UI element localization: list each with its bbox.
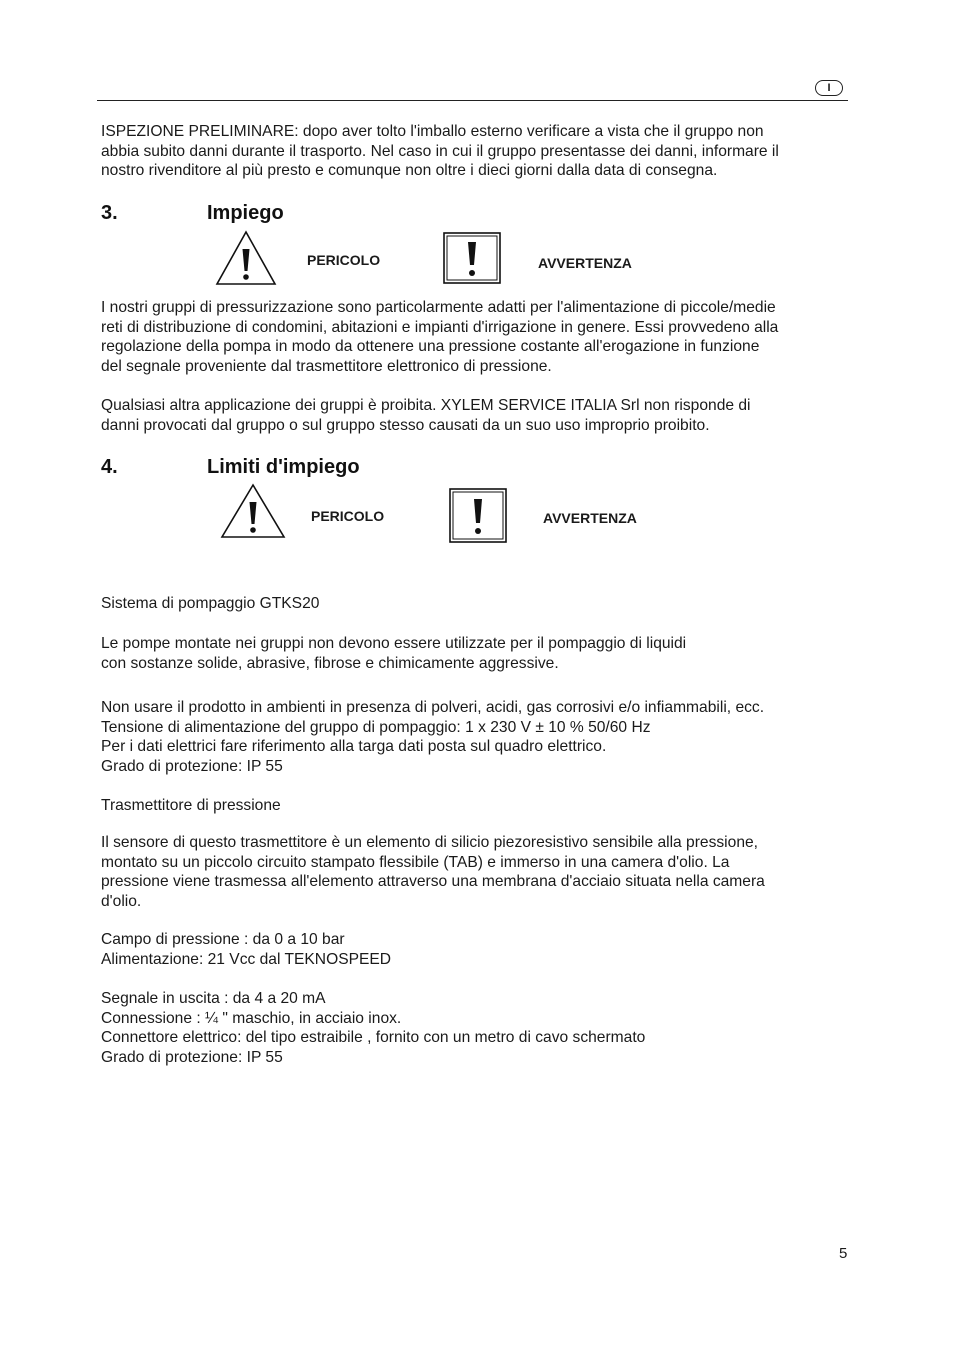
pressure-range-paragraph xyxy=(101,930,861,969)
text-line: reti di distribuzione di condomini, abitazioni e impianti d'irrigazione in genere. Essi provvedeno alla xyxy=(101,318,779,336)
language-badge: I xyxy=(815,80,843,96)
section-3-number: 3. xyxy=(101,202,118,224)
text-line: Le pompe montate nei gruppi non devono essere utilizzate per il pompaggio di liquidi xyxy=(101,635,687,652)
intro-paragraph xyxy=(101,122,861,181)
exclamation-box-icon xyxy=(443,232,501,284)
section-3-paragraph-1 xyxy=(101,298,861,376)
danger-label: PERICOLO xyxy=(307,252,381,268)
text-line: abbia subito danni durante il trasporto. Nel caso in cui il gruppo presentasse dei danni, informare il xyxy=(101,142,779,160)
sensor-paragraph xyxy=(101,833,861,911)
danger-label: PERICOLO xyxy=(311,508,385,524)
text-line: nostro rivenditore al più presto e comunque non oltre i dieci giorni dalla data di consegna. xyxy=(101,162,718,180)
warning-triangle-icon xyxy=(219,482,287,540)
warning-label: AVVERTENZA xyxy=(538,255,632,271)
pumps-paragraph xyxy=(101,634,861,673)
warning-label: AVVERTENZA xyxy=(543,510,637,526)
text-line: Trasmettitore di pressione xyxy=(101,797,281,814)
text-line: montato su un piccolo circuito stampato flessibile (TAB) e immerso in una camera d'olio. La xyxy=(101,853,730,871)
text-line: Grado di protezione: IP 55 xyxy=(101,1048,283,1066)
text-line: con sostanze solide, abrasive, fibrose e chimicamente aggressive. xyxy=(101,654,559,672)
text-line: Non usare il prodotto in ambienti in presenza di polveri, acidi, gas corrosivi e/o infiammabili, ecc. xyxy=(101,699,765,716)
section-3-paragraph-2 xyxy=(101,396,861,435)
section-3-title: Impiego xyxy=(207,202,284,224)
text-line: Alimentazione: 21 Vcc dal TEKNOSPEED xyxy=(101,950,392,968)
text-line: Grado di protezione: IP 55 xyxy=(101,757,283,775)
text-line: Connessione : ¼ " maschio, in acciaio inox. xyxy=(101,1009,402,1027)
text-line: Sistema di pompaggio GTKS20 xyxy=(101,595,320,612)
header-rule xyxy=(97,100,848,101)
section-4-number: 4. xyxy=(101,456,118,478)
text-line: regolazione della pompa in modo da ottenere una pressione costante all'erogazione in funzione xyxy=(101,338,760,356)
text-line: d'olio. xyxy=(101,892,142,910)
text-line: I nostri gruppi di pressurizzazione sono particolarmente adatti per l'alimentazione di piccole/medie xyxy=(101,299,776,316)
signal-paragraph xyxy=(101,989,861,1067)
text-line: danni provocati dal gruppo o sul gruppo stesso causati da un suo uso improprio proibito. xyxy=(101,416,710,434)
text-line: del segnale proveniente dal trasmettitore elettronico di pressione. xyxy=(101,357,552,375)
text-line: Per i dati elettrici fare riferimento alla targa dati posta sul quadro elettrico. xyxy=(101,738,607,756)
section-4-title: Limiti d'impiego xyxy=(207,456,360,478)
text-line: Connettore elettrico: del tipo estraibile , fornito con un metro di cavo schermato xyxy=(101,1029,646,1047)
text-line: Tensione di alimentazione del gruppo di pompaggio: 1 x 230 V ± 10 % 50/60 Hz xyxy=(101,718,651,736)
exclamation-box-icon xyxy=(449,488,507,543)
warning-triangle-icon xyxy=(214,229,278,287)
transmitter-title xyxy=(101,796,861,816)
text-line: Campo di pressione : da 0 a 10 bar xyxy=(101,931,345,948)
environment-paragraph xyxy=(101,698,861,776)
text-line: Qualsiasi altra applicazione dei gruppi è proibita. XYLEM SERVICE ITALIA Srl non risponde di xyxy=(101,397,751,414)
text-line: Il sensore di questo trasmettitore è un elemento di silicio piezoresistivo sensibile alla pressione, xyxy=(101,834,759,851)
text-line: Segnale in uscita : da 4 a 20 mA xyxy=(101,990,326,1007)
text-line: pressione viene trasmessa all'elemento attraverso una membrana d'acciaio situata nella camera xyxy=(101,873,765,891)
text-line: ISPEZIONE PRELIMINARE: dopo aver tolto l'imballo esterno verificare a vista che il gruppo non xyxy=(101,123,764,140)
system-title xyxy=(101,594,861,614)
page-number: 5 xyxy=(839,1245,848,1262)
